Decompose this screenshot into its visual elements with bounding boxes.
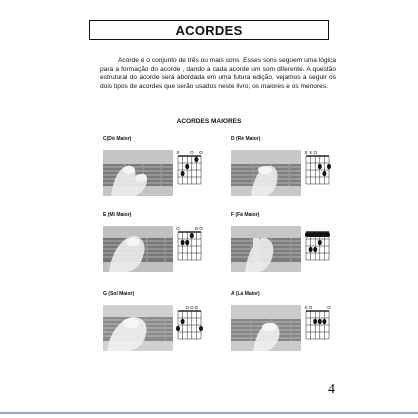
finger-dot: [181, 240, 185, 245]
chord-label: D (Ré Maior): [231, 136, 261, 142]
finger-dot: [309, 247, 313, 252]
chord-photo: [103, 305, 173, 351]
finger-dot: [185, 240, 189, 245]
chord-label: G (Sol Maior): [103, 291, 135, 297]
finger-dot: [318, 240, 322, 245]
finger-dot: [322, 171, 326, 176]
chord-diagram: [175, 148, 205, 188]
chord-photo: [103, 226, 173, 272]
open-string-mark: O: [190, 305, 194, 310]
footer-divider: [0, 412, 418, 414]
chord-diagram: [175, 303, 205, 343]
muted-string-mark: X: [304, 305, 308, 310]
finger-dot: [327, 164, 331, 169]
open-string-mark: O: [194, 305, 199, 310]
open-string-mark: O: [190, 150, 194, 155]
open-string-mark: O: [308, 305, 313, 310]
open-string-mark: O: [313, 150, 317, 155]
open-string-mark: O: [327, 305, 331, 310]
finger-dot: [322, 319, 326, 324]
finger-dot: [185, 164, 189, 169]
chord-label: F (Fá Maior): [231, 212, 260, 218]
muted-string-mark: X: [304, 150, 308, 155]
page-number: 4: [328, 382, 335, 397]
intro-paragraph: Acorde é o conjunto de três ou mais sons .Esses sons seguem uma lógica para a formação do acorde , dando a cada acorde um som diferente. A questão estrutural do acorde será abordada em uma futura edição, vejamos a seguir os dois tipos de acordes que serão usados neste livro; os maiores e os menores.: [100, 57, 336, 90]
finger-dot: [194, 157, 198, 162]
chord-diagram: [303, 224, 333, 264]
chord-diagram: [303, 148, 333, 188]
finger-dot: [181, 319, 185, 324]
finger-dot: [313, 247, 317, 252]
finger-dot: [199, 326, 203, 331]
page-title: ACORDES: [89, 20, 329, 40]
chord-diagram: [175, 224, 205, 264]
barre-mark: [305, 233, 330, 238]
finger-dot: [318, 319, 322, 324]
chord-photo: [231, 226, 301, 272]
chord-photo: [231, 305, 301, 351]
chord-label: E (Mi Maior): [103, 212, 132, 218]
open-string-mark: O: [176, 226, 180, 231]
muted-string-mark: X: [309, 150, 313, 155]
finger-dot: [318, 164, 322, 169]
muted-string-mark: X: [176, 150, 180, 155]
chord-label: C(Dó Maior): [103, 136, 132, 142]
chord-photo: [231, 150, 301, 196]
chord-photo: [103, 150, 173, 196]
chord-label: A (Lá Maior): [231, 291, 260, 297]
open-string-mark: O: [199, 226, 203, 231]
open-string-mark: O: [194, 226, 199, 231]
open-string-mark: O: [185, 305, 189, 310]
finger-dot: [176, 326, 180, 331]
finger-dot: [190, 233, 194, 238]
open-string-mark: O: [199, 150, 203, 155]
section-heading: ACORDES MAIORES: [176, 118, 242, 125]
finger-dot: [181, 171, 185, 176]
chord-diagram: [303, 303, 333, 343]
finger-dot: [313, 319, 317, 324]
